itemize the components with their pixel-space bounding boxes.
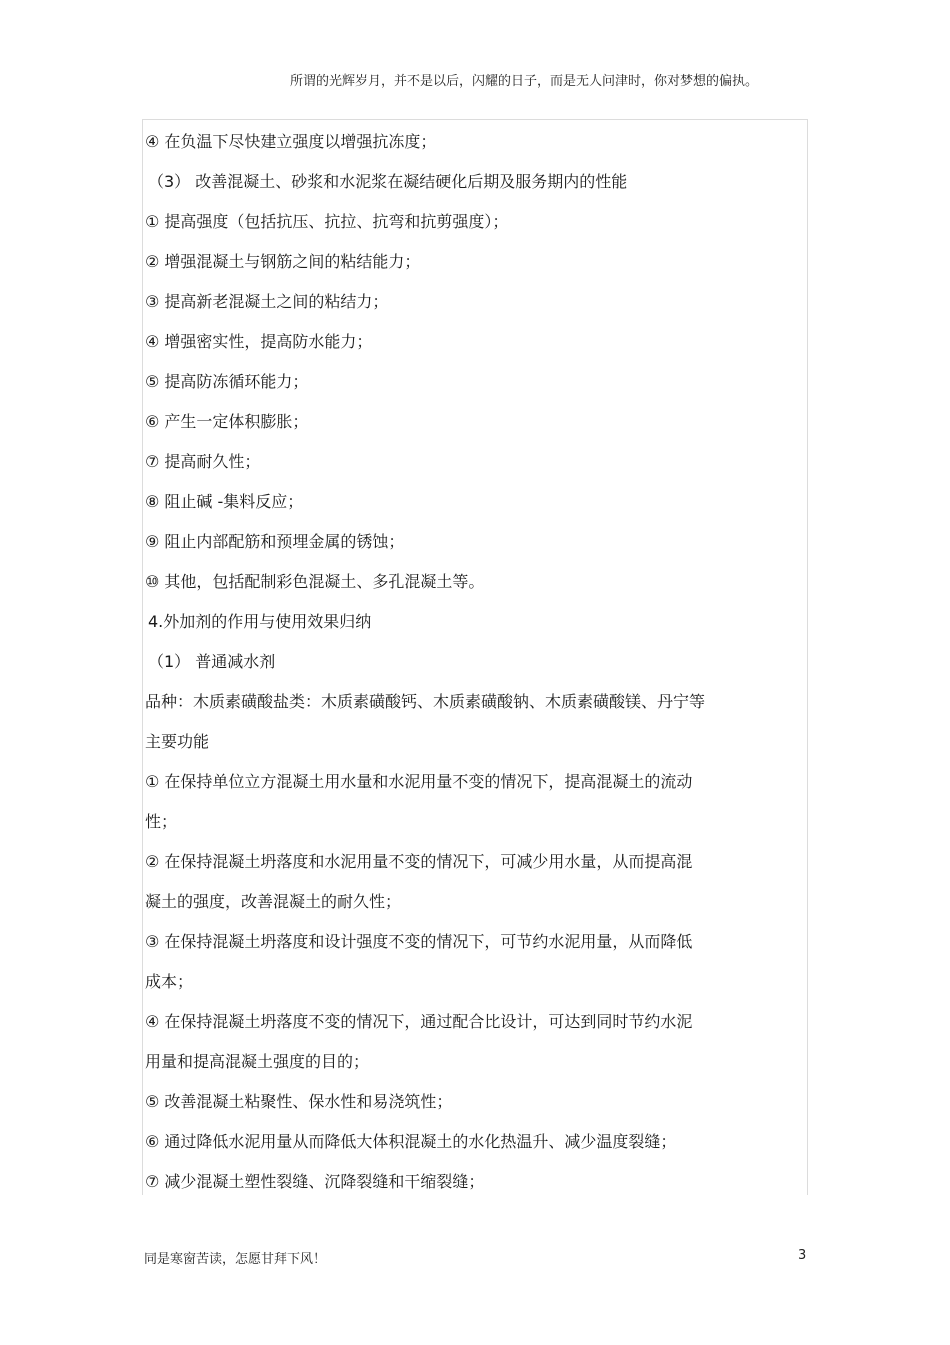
- content-line: ④ 增强密实性，提高防水能力；: [145, 332, 373, 351]
- content-line: ⑩ 其他，包括配制彩色混凝土、多孔混凝土等。: [145, 572, 485, 591]
- footer-motto: 同是寒窗苦读，怎愿甘拜下风！: [144, 1252, 327, 1267]
- header-quote: 所谓的光辉岁月，并不是以后，闪耀的日子，而是无人问津时，你对梦想的偏执。: [290, 74, 759, 89]
- content-line: 主要功能: [145, 732, 210, 751]
- content-line: ⑧ 阻止碱 -集料反应；: [145, 492, 304, 511]
- content-line: ① 提高强度（包括抗压、抗拉、抗弯和抗剪强度）；: [145, 212, 509, 231]
- content-line: ⑥ 产生一定体积膨胀；: [145, 412, 309, 431]
- content-line: ⑦ 减少混凝土塑性裂缝、沉降裂缝和干缩裂缝；: [145, 1172, 485, 1191]
- content-line: ② 增强混凝土与钢筋之间的粘结能力；: [145, 252, 421, 271]
- subsection-heading: （1） 普通减水剂: [148, 652, 276, 671]
- content-line: ⑤ 提高防冻循环能力；: [145, 372, 309, 391]
- content-line: ① 在保持单位立方混凝土用水量和水泥用量不变的情况下，提高混凝土的流动: [145, 772, 693, 791]
- page-number: 3: [798, 1248, 807, 1263]
- content-line: ③ 在保持混凝土坍落度和设计强度不变的情况下，可节约水泥用量，从而降低: [145, 932, 693, 951]
- content-line: ⑤ 改善混凝土粘聚性、保水性和易浇筑性；: [145, 1092, 453, 1111]
- content-line: ⑦ 提高耐久性；: [145, 452, 261, 471]
- content-line: 用量和提高混凝土强度的目的；: [145, 1052, 370, 1071]
- content-line: ③ 提高新老混凝土之间的粘结力；: [145, 292, 389, 311]
- content-line: ② 在保持混凝土坍落度和水泥用量不变的情况下，可减少用水量，从而提高混: [145, 852, 693, 871]
- content-line: 品种：木质素磺酸盐类：木质素磺酸钙、木质素磺酸钠、木质素磺酸镁、丹宁等: [145, 692, 706, 711]
- content-line: 性；: [145, 812, 178, 831]
- section-heading: 4.外加剂的作用与使用效果归纳: [148, 612, 372, 631]
- content-line: ④ 在保持混凝土坍落度不变的情况下，通过配合比设计，可达到同时节约水泥: [145, 1012, 693, 1031]
- content-line: ④ 在负温下尽快建立强度以增强抗冻度；: [145, 132, 437, 151]
- content-line: ⑥ 通过降低水泥用量从而降低大体积混凝土的水化热温升、减少温度裂缝；: [145, 1132, 677, 1151]
- section-heading: （3） 改善混凝土、砂浆和水泥浆在凝结硬化后期及服务期内的性能: [148, 172, 628, 191]
- content-box: [142, 119, 808, 1195]
- content-line: 成本；: [145, 972, 194, 991]
- content-line: ⑨ 阻止内部配筋和预埋金属的锈蚀；: [145, 532, 405, 551]
- content-line: 凝土的强度，改善混凝土的耐久性；: [145, 892, 402, 911]
